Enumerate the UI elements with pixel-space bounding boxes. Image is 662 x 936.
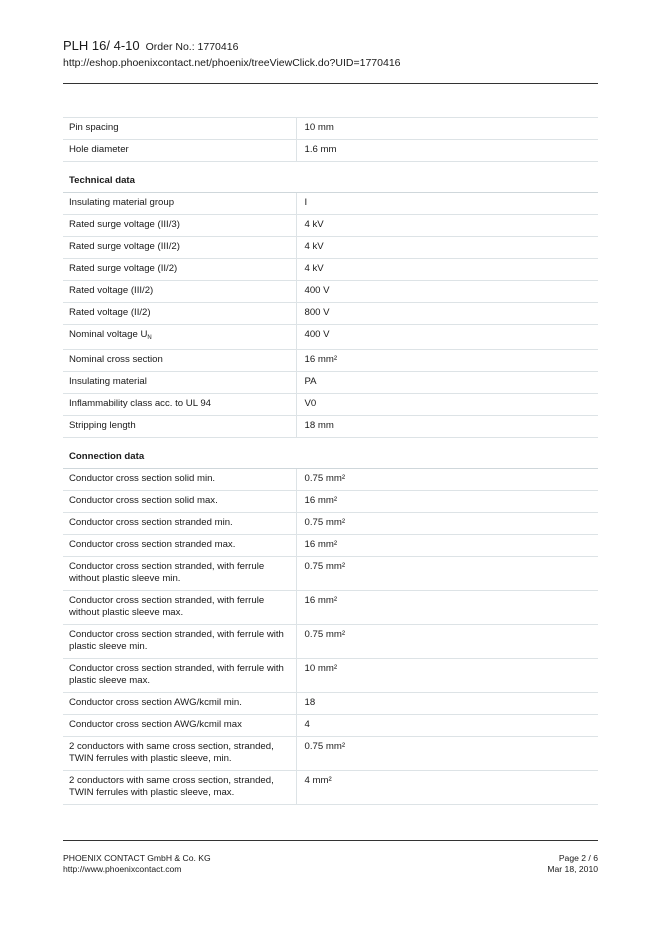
table-row (63, 416, 598, 438)
document-header (63, 38, 598, 70)
title-line (63, 38, 598, 55)
table-row (63, 394, 598, 416)
table-row (63, 259, 598, 281)
table-row (63, 513, 598, 535)
table-row (63, 281, 598, 303)
header-divider (63, 83, 598, 84)
row-value: 10 mm (296, 118, 598, 140)
row-value: I (296, 193, 598, 215)
table-row (63, 193, 598, 215)
row-value: 1.6 mm (296, 140, 598, 162)
row-label: Conductor cross section stranded, with ferrule without plastic sleeve min. (63, 557, 296, 591)
table-row (63, 325, 598, 350)
table-row (63, 215, 598, 237)
table-row (63, 469, 598, 491)
section-title: Technical data (63, 162, 598, 193)
row-label: Rated surge voltage (III/2) (63, 237, 296, 259)
row-label: Inflammability class acc. to UL 94 (63, 394, 296, 416)
row-value: 10 mm² (296, 659, 598, 693)
row-label: 2 conductors with same cross section, stranded, TWIN ferrules with plastic sleeve, min. (63, 737, 296, 771)
row-value: 0.75 mm² (296, 469, 598, 491)
row-value: 18 (296, 693, 598, 715)
table-row (63, 715, 598, 737)
row-label: 2 conductors with same cross section, stranded, TWIN ferrules with plastic sleeve, max. (63, 771, 296, 805)
footer-company-block (63, 853, 211, 875)
row-value: V0 (296, 394, 598, 416)
row-value: 16 mm² (296, 491, 598, 513)
table-row (63, 659, 598, 693)
row-label: Conductor cross section stranded, with ferrule with plastic sleeve min. (63, 625, 296, 659)
row-label: Conductor cross section stranded, with ferrule without plastic sleeve max. (63, 591, 296, 625)
nominal-voltage-label: Nominal voltage U (69, 329, 148, 340)
subscript-n: N (147, 335, 152, 341)
company-website[interactable]: http://www.phoenixcontact.com (63, 864, 182, 874)
table-row (63, 350, 598, 372)
section-title: Connection data (63, 438, 598, 469)
spec-content (63, 117, 598, 805)
row-value: 16 mm² (296, 591, 598, 625)
row-label: Rated voltage (III/2) (63, 281, 296, 303)
row-label: Stripping length (63, 416, 296, 438)
row-value: 4 mm² (296, 771, 598, 805)
row-label: Pin spacing (63, 118, 296, 140)
row-label: Conductor cross section AWG/kcmil min. (63, 693, 296, 715)
company-name: PHOENIX CONTACT GmbH & Co. KG (63, 853, 211, 863)
order-number: Order No.: 1770416 (145, 41, 239, 53)
row-label: Insulating material group (63, 193, 296, 215)
row-value: 4 (296, 715, 598, 737)
product-url[interactable]: http://eshop.phoenixcontact.net/phoenix/treeViewClick.do?UID=1770416 (63, 57, 401, 69)
table-row (63, 303, 598, 325)
row-label: Conductor cross section stranded, with ferrule with plastic sleeve max. (63, 659, 296, 693)
table-row (63, 625, 598, 659)
table-row (63, 557, 598, 591)
row-label: Conductor cross section AWG/kcmil max (63, 715, 296, 737)
row-value: PA (296, 372, 598, 394)
table-row (63, 591, 598, 625)
page-number: Page 2 / 6 (558, 853, 598, 863)
row-label: Rated surge voltage (II/2) (63, 259, 296, 281)
table-row (63, 771, 598, 805)
row-label: Hole diameter (63, 140, 296, 162)
product-name: PLH 16/ 4-10 (63, 38, 140, 53)
row-value: 400 V (296, 281, 598, 303)
footer-page-block (547, 853, 598, 875)
row-label: Conductor cross section stranded max. (63, 535, 296, 557)
row-label: Rated surge voltage (III/3) (63, 215, 296, 237)
row-value: 16 mm² (296, 350, 598, 372)
table-row (63, 693, 598, 715)
section-header-connection (63, 438, 598, 469)
table-row (63, 535, 598, 557)
row-label: Insulating material (63, 372, 296, 394)
spec-table (63, 117, 598, 805)
print-date: Mar 18, 2010 (547, 864, 598, 874)
row-value: 0.75 mm² (296, 625, 598, 659)
row-label: Nominal cross section (63, 350, 296, 372)
row-value: 4 kV (296, 259, 598, 281)
row-label: Conductor cross section stranded min. (63, 513, 296, 535)
row-value: 400 V (296, 325, 598, 350)
table-row (63, 237, 598, 259)
table-row (63, 737, 598, 771)
row-value: 16 mm² (296, 535, 598, 557)
row-label (63, 325, 296, 350)
table-row (63, 491, 598, 513)
row-label: Conductor cross section solid min. (63, 469, 296, 491)
row-value: 4 kV (296, 237, 598, 259)
row-value: 0.75 mm² (296, 513, 598, 535)
table-row (63, 372, 598, 394)
footer-divider (63, 840, 598, 841)
row-value: 0.75 mm² (296, 557, 598, 591)
section-header-technical (63, 162, 598, 193)
table-row (63, 140, 598, 162)
row-value: 4 kV (296, 215, 598, 237)
row-label: Rated voltage (II/2) (63, 303, 296, 325)
table-row (63, 118, 598, 140)
row-value: 18 mm (296, 416, 598, 438)
row-value: 800 V (296, 303, 598, 325)
row-label: Conductor cross section solid max. (63, 491, 296, 513)
row-value: 0.75 mm² (296, 737, 598, 771)
